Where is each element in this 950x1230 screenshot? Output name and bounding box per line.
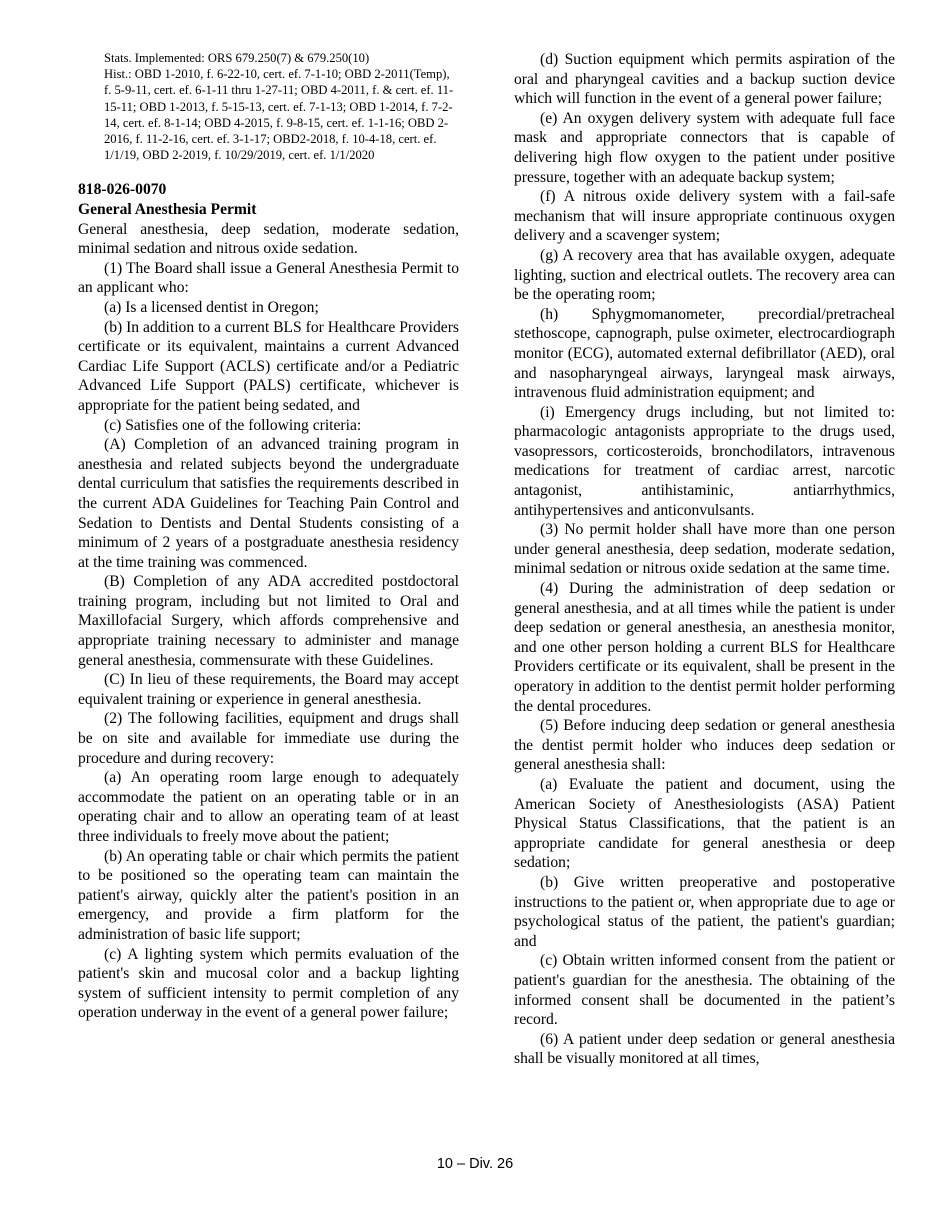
- paragraph: (a) Is a licensed dentist in Oregon;: [104, 298, 319, 316]
- paragraph: (5) Before inducing deep sedation or general anesthesia the dentist permit holder who induces deep sedation or general anesthesia shall:: [514, 717, 895, 774]
- paragraph: (c) Obtain written informed consent from the patient or patient's guardian for the anesthesia. The obtaining of the informed consent shall be documented in the patient’s record.: [514, 952, 895, 1029]
- paragraph: (a) An operating room large enough to adequately accommodate the patient on an operating table or in an operating chair and to allow an operating team of at least three individuals to freely move about the patient;: [78, 769, 459, 846]
- paragraph: (1) The Board shall issue a General Anesthesia Permit to an applicant who:: [78, 259, 459, 297]
- rule-number: 818-026-0070: [78, 181, 167, 199]
- page-footer: 10 – Div. 26: [436, 1156, 514, 1172]
- stats-implemented: Stats. Implemented: ORS 679.250(7) & 679.250(10): [104, 51, 370, 65]
- paragraph: (2) The following facilities, equipment and drugs shall be on site and available for immediate use during the procedure and during recovery:: [78, 710, 459, 767]
- paragraph: (d) Suction equipment which permits aspiration of the oral and pharyngeal cavities and a backup suction device which will function in the event of a general power failure;: [514, 51, 895, 108]
- paragraph: (3) No permit holder shall have more than one person under general anesthesia, deep sedation, moderate sedation, minimal sedation or nitrous oxide sedation at the same time.: [514, 521, 895, 578]
- history-text: Hist.: OBD 1-2010, f. 6-22-10, cert. ef. 7-1-10; OBD 2-2011(Temp), f. 5-9-11, cert. ef. 6-1-11 thru 1-27-11; OBD 4-2011, f. & cert. ef. 11-15-11; OBD 1-2013, f. 5-15-13, cert. ef. 7-1-13; OBD 1-2014, f. 7-2-14, cert. ef. 8-1-14; OBD 4-2015, f. 9-8-15, cert. ef. 1-1-16; OBD 2-2016, f. 11-2-16, cert. ef. 3-1-17; OBD2-2018, f. 10-4-18, cert. ef. 1/1/19, OBD 2-2019, f. 10/29/2019, cert. ef. 1/1/2020: [104, 67, 454, 163]
- paragraph: (B) Completion of any ADA accredited postdoctoral training program, including but not limited to Oral and Maxillofacial Surgery, which affords comprehensive and appropriate training necessary to administer and manage general anesthesia, commensurate with these Guidelines.: [78, 573, 459, 669]
- paragraph: (A) Completion of an advanced training program in anesthesia and related subjects beyond the undergraduate dental curriculum that satisfies the requirements described in the current ADA Guidelines for Teaching Pain Control and Sedation to Dentists and Dental Students consisting of a minimum of 2 years of a postgraduate anesthesia residency at the time training was commenced.: [78, 436, 459, 571]
- paragraph: (a) Evaluate the patient and document, using the American Society of Anesthesiologists (ASA) Patient Physical Status Classifications, that the patient is an appropriate candidate for general anesthesia or deep sedation;: [514, 775, 895, 872]
- paragraph: (C) In lieu of these requirements, the Board may accept equivalent training or experience in general anesthesia.: [78, 671, 459, 708]
- left-column: [78, 50, 459, 1023]
- paragraph: (g) A recovery area that has available oxygen, adequate lighting, suction and electrical outlets. The recovery area can be the operating room;: [514, 246, 895, 304]
- paragraph: (f) A nitrous oxide delivery system with a fail-safe mechanism that will insure appropriate continuous oxygen delivery and a scavenger system;: [514, 188, 895, 245]
- history-note: [78, 50, 459, 163]
- paragraph: (e) An oxygen delivery system with adequate full face mask and appropriate connectors that is capable of delivering high flow oxygen to the patient under positive pressure, together with an adequate backup system;: [514, 109, 895, 186]
- paragraph: (6) A patient under deep sedation or general anesthesia shall be visually monitored at all times,: [514, 1030, 895, 1068]
- paragraph: (i) Emergency drugs including, but not limited to: pharmacologic antagonists appropriate to the drugs used, vasopressors, corticosteroids, bronchodilators, intravenous medications for treatment of cardiac arrest, narcotic antagonist, antihistaminic, antiarrhythmics, antihypertensives and anticonvulsants.: [514, 403, 895, 519]
- rule-intro: General anesthesia, deep sedation, moderate sedation, minimal sedation and nitrous oxide sedation.: [78, 220, 459, 258]
- paragraph: (4) During the administration of deep sedation or general anesthesia, and at all times while the patient is under deep sedation or general anesthesia, an anesthesia monitor, and one other person holding a current BLS for Healthcare Providers certificate or its equivalent, shall be present in the operatory in addition to the dentist permit holder performing the dental procedures.: [514, 580, 895, 715]
- rule-title: General Anesthesia Permit: [78, 201, 257, 219]
- paragraph: (b) Give written preoperative and postoperative instructions to the patient or, when appropriate due to age or psychological status of the patient, the patient's guardian; and: [514, 873, 895, 950]
- paragraph: (b) An operating table or chair which permits the patient to be positioned so the operating team can maintain the patient's airway, quickly alter the patient's position in an emergency, and provide a firm platform for the administration of basic life support;: [78, 847, 459, 943]
- paragraph: (c) Satisfies one of the following criteria:: [104, 416, 362, 434]
- right-column: [514, 50, 895, 1069]
- paragraph: (b) In addition to a current BLS for Healthcare Providers certificate or its equivalent, maintains a current Advanced Cardiac Life Support (ACLS) certificate and/or a Pediatric Advanced Life Support (PALS) certificate, whichever is appropriate for the patient being sedated, and: [78, 318, 459, 414]
- paragraph: (c) A lighting system which permits evaluation of the patient's skin and mucosal color and a backup lighting system of sufficient intensity to permit completion of any operation underway in the event of a general power failure;: [78, 945, 459, 1022]
- paragraph: (h) Sphygmomanometer, precordial/pretracheal stethoscope, capnograph, pulse oximeter, electrocardiograph monitor (ECG), automated external defibrillator (AED), oral and nasopharyngeal airways, laryngeal mask airways, intravenous fluid administration equipment; and: [514, 305, 895, 402]
